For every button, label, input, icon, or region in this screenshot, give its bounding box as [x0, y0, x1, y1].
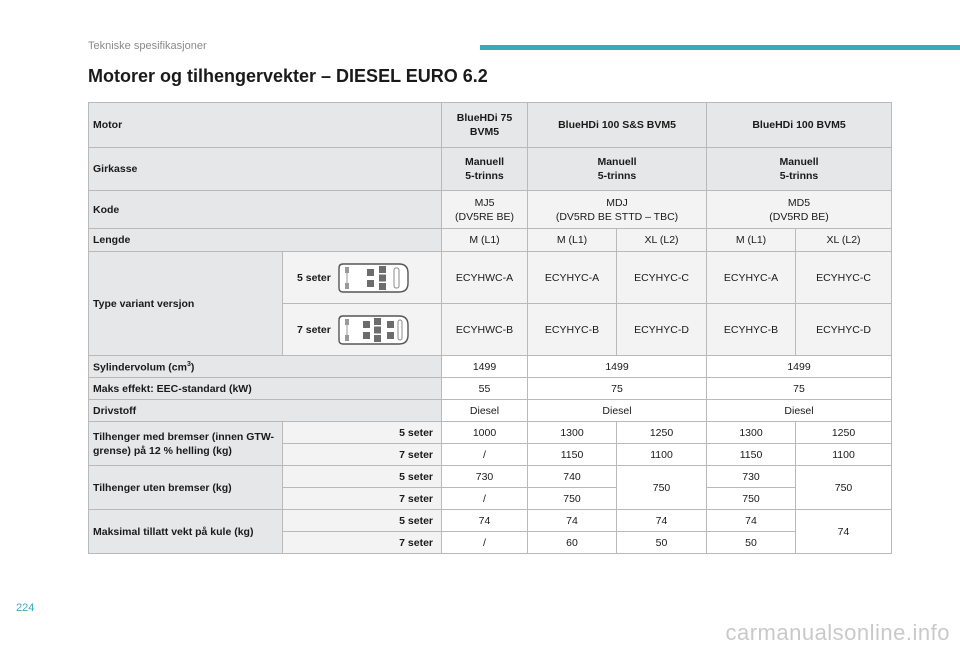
lengde-col-5: XL (L2) — [796, 229, 892, 252]
tilhenger-bremser-7-col-5: 1100 — [796, 444, 892, 466]
row-label-drivstoff: Drivstoff — [89, 400, 442, 422]
lengde-col-3: XL (L2) — [617, 229, 707, 252]
tilhenger-bremser-7-col-2: 1150 — [528, 444, 617, 466]
kode-col-3: MD5 (DV5RD BE) — [707, 191, 892, 229]
tilhenger-uten-5-label: 5 seter — [283, 466, 442, 488]
variant-7-seat-label: 7 seter — [297, 323, 331, 336]
table-row-drivstoff — [89, 400, 892, 422]
lengde-col-1: M (L1) — [442, 229, 528, 252]
kode-col-2: MDJ (DV5RD BE STTD – TBC) — [528, 191, 707, 229]
tilhenger-bremser-5-col-2: 1300 — [528, 422, 617, 444]
motor-col-2: BlueHDi 100 S&S BVM5 — [528, 103, 707, 148]
row-label-maks-effekt: Maks effekt: EEC-standard (kW) — [89, 378, 442, 400]
maksimal-kule-7-label: 7 seter — [283, 532, 442, 554]
tilhenger-bremser-5-label: 5 seter — [283, 422, 442, 444]
motor-col-1: BlueHDi 75 BVM5 — [442, 103, 528, 148]
van-5-seat-icon — [337, 258, 411, 298]
maksimal-kule-merged-col-5: 74 — [796, 510, 892, 554]
table-row-lengde — [89, 229, 892, 252]
maksimal-kule-5-col-3: 74 — [617, 510, 707, 532]
table-row-girkasse — [89, 148, 892, 191]
sylindervolum-col-2: 1499 — [528, 356, 707, 378]
maksimal-kule-5-col-4: 74 — [707, 510, 796, 532]
maks-effekt-col-1: 55 — [442, 378, 528, 400]
variant-5-col-5: ECYHYC-C — [796, 252, 892, 304]
maksimal-kule-7-col-4: 50 — [707, 532, 796, 554]
tilhenger-bremser-7-col-1: / — [442, 444, 528, 466]
tilhenger-bremser-7-label: 7 seter — [283, 444, 442, 466]
engine-spec-table — [88, 102, 892, 554]
variant-7-col-4: ECYHYC-B — [707, 304, 796, 356]
variant-7-col-1: ECYHWC-B — [442, 304, 528, 356]
watermark: carmanualsonline.info — [725, 620, 950, 645]
maksimal-kule-7-col-3: 50 — [617, 532, 707, 554]
row-label-girkasse: Girkasse — [89, 148, 442, 191]
maksimal-kule-5-col-2: 74 — [528, 510, 617, 532]
row-label-maksimal-kule: Maksimal tillatt vekt på kule (kg) — [89, 510, 283, 554]
variant-5-col-2: ECYHYC-A — [528, 252, 617, 304]
row-label-kode: Kode — [89, 191, 442, 229]
girkasse-col-1: Manuell 5-trinns — [442, 148, 528, 191]
maksimal-kule-5-label: 5 seter — [283, 510, 442, 532]
van-7-seat-icon — [337, 310, 411, 350]
tilhenger-uten-merged-col-3: 750 — [617, 466, 707, 510]
lengde-col-4: M (L1) — [707, 229, 796, 252]
maks-effekt-col-3: 75 — [707, 378, 892, 400]
table-row-maksimal-kule-5 — [89, 510, 892, 532]
table-row-sylindervolum — [89, 356, 892, 378]
section-label: Tekniske spesifikasjoner — [88, 40, 207, 52]
table-row-kode — [89, 191, 892, 229]
variant-5-col-3: ECYHYC-C — [617, 252, 707, 304]
variant-5-seat-cell — [283, 252, 442, 304]
row-label-tilhenger-uten: Tilhenger uten bremser (kg) — [89, 466, 283, 510]
lengde-col-2: M (L1) — [528, 229, 617, 252]
maks-effekt-col-2: 75 — [528, 378, 707, 400]
tilhenger-bremser-7-col-4: 1150 — [707, 444, 796, 466]
page-title: Motorer og tilhengervekter – DIESEL EURO 6.2 — [88, 66, 488, 86]
variant-5-col-1: ECYHWC-A — [442, 252, 528, 304]
tilhenger-uten-7-col-1: / — [442, 488, 528, 510]
row-label-sylindervolum: Sylindervolum $(cm^3)$ — [89, 356, 442, 378]
table-row-variant-5 — [89, 252, 892, 304]
drivstoff-col-2: Diesel — [528, 400, 707, 422]
table-row-motor — [89, 103, 892, 148]
tilhenger-bremser-5-col-3: 1250 — [617, 422, 707, 444]
tilhenger-bremser-5-col-4: 1300 — [707, 422, 796, 444]
tilhenger-uten-7-label: 7 seter — [283, 488, 442, 510]
variant-5-col-4: ECYHYC-A — [707, 252, 796, 304]
table-row-tilhenger-bremser-5 — [89, 422, 892, 444]
sylindervolum-col-1: 1499 — [442, 356, 528, 378]
page-number: 224 — [16, 602, 35, 614]
drivstoff-col-1: Diesel — [442, 400, 528, 422]
variant-5-seat-label: 5 seter — [297, 271, 331, 284]
tilhenger-uten-merged-col-5: 750 — [796, 466, 892, 510]
variant-7-col-5: ECYHYC-D — [796, 304, 892, 356]
maksimal-kule-5-col-1: 74 — [442, 510, 528, 532]
girkasse-col-3: Manuell 5-trinns — [707, 148, 892, 191]
variant-7-seat-cell — [283, 304, 442, 356]
motor-col-3: BlueHDi 100 BVM5 — [707, 103, 892, 148]
maksimal-kule-7-col-1: / — [442, 532, 528, 554]
row-label-lengde: Lengde — [89, 229, 442, 252]
tilhenger-bremser-5-col-5: 1250 — [796, 422, 892, 444]
kode-col-1: MJ5 (DV5RE BE) — [442, 191, 528, 229]
tilhenger-uten-7-col-4: 750 — [707, 488, 796, 510]
variant-7-col-2: ECYHYC-B — [528, 304, 617, 356]
header-accent-bar — [480, 45, 960, 50]
row-label-type-variant: Type variant versjon — [89, 252, 283, 356]
maksimal-kule-7-col-2: 60 — [528, 532, 617, 554]
tilhenger-uten-7-col-2: 750 — [528, 488, 617, 510]
variant-7-col-3: ECYHYC-D — [617, 304, 707, 356]
table-row-maks-effekt — [89, 378, 892, 400]
tilhenger-bremser-7-col-3: 1100 — [617, 444, 707, 466]
tilhenger-uten-5-col-4: 730 — [707, 466, 796, 488]
drivstoff-col-3: Diesel — [707, 400, 892, 422]
tilhenger-bremser-5-col-1: 1000 — [442, 422, 528, 444]
sylindervolum-col-3: 1499 — [707, 356, 892, 378]
table-row-tilhenger-uten-5 — [89, 466, 892, 488]
tilhenger-uten-5-col-1: 730 — [442, 466, 528, 488]
row-label-tilhenger-bremser: Tilhenger med bremser (innen GTW-grense) på 12 % helling (kg) — [89, 422, 283, 466]
girkasse-col-2: Manuell 5-trinns — [528, 148, 707, 191]
tilhenger-uten-5-col-2: 740 — [528, 466, 617, 488]
row-label-motor: Motor — [89, 103, 442, 148]
